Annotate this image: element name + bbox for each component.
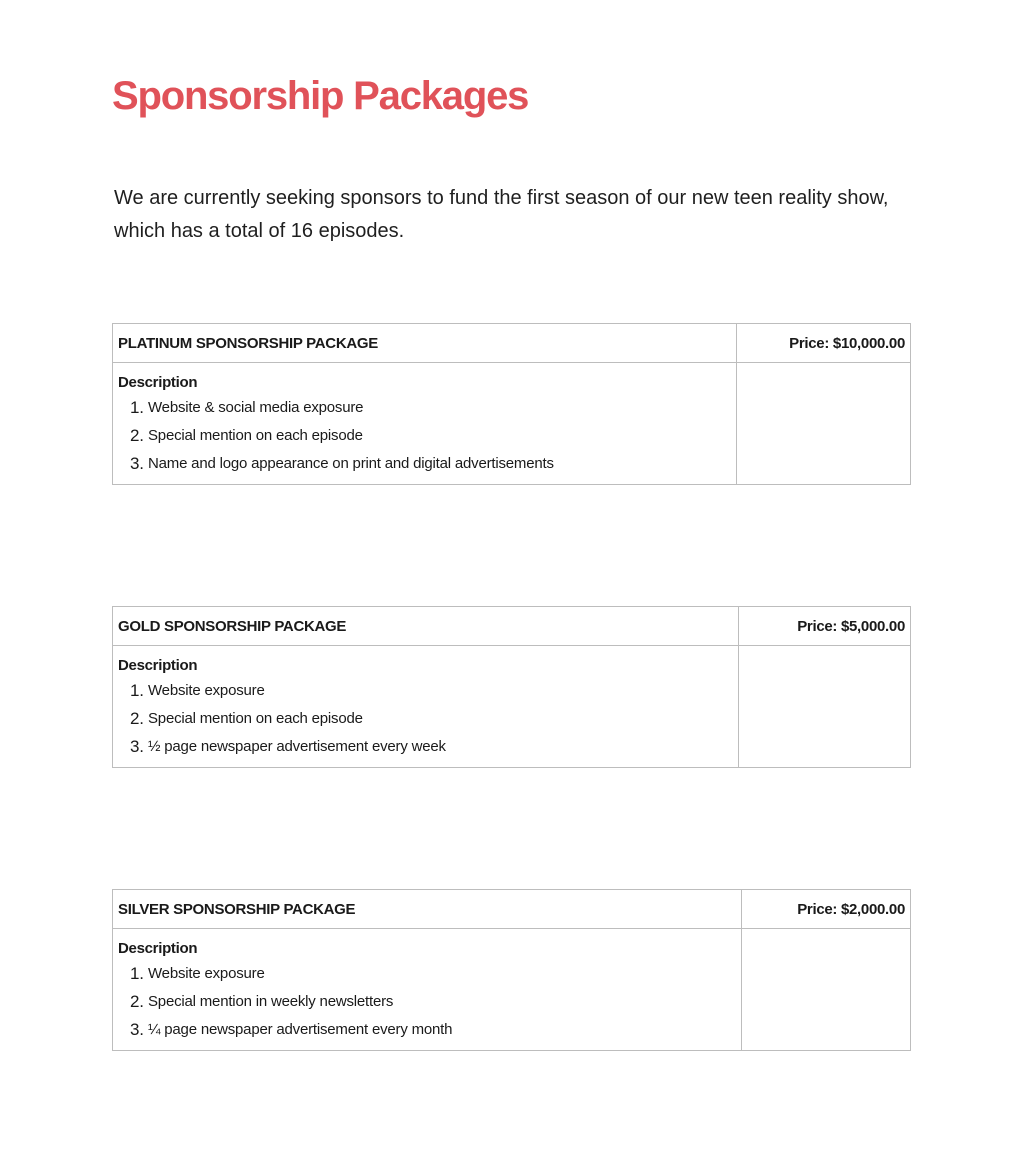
list-item: 3. ¼ page newspaper advertisement every month — [130, 1020, 453, 1039]
list-item: 2. Special mention on each episode — [130, 709, 363, 728]
package-price: Price: $5,000.00 — [739, 607, 911, 646]
empty-cell — [742, 929, 911, 1051]
package-description-row — [113, 929, 911, 1051]
list-item: 2. Special mention on each episode — [130, 426, 363, 445]
feature-text: Special mention on each episode — [148, 427, 363, 444]
gold-package-table — [112, 606, 911, 768]
feature-text: ¼ page newspaper advertisement every month — [148, 1021, 453, 1038]
package-description-row — [113, 363, 911, 485]
feature-list — [118, 960, 736, 1044]
description-label: Description — [118, 657, 198, 674]
package-price: Price: $2,000.00 — [742, 890, 911, 929]
platinum-package-table — [112, 323, 911, 485]
description-label: Description — [118, 374, 198, 391]
page-title: Sponsorship Packages — [112, 74, 529, 118]
feature-text: Special mention on each episode — [148, 710, 363, 727]
silver-package-table — [112, 889, 911, 1051]
list-item: 3. ½ page newspaper advertisement every week — [130, 737, 446, 756]
intro-paragraph: We are currently seeking sponsors to fund the first season of our new teen reality show, which has a total of 16 episodes. — [114, 187, 889, 242]
package-name: PLATINUM SPONSORSHIP PACKAGE — [113, 324, 737, 363]
package-price: Price: $10,000.00 — [737, 324, 911, 363]
empty-cell — [737, 363, 911, 485]
feature-text: Special mention in weekly newsletters — [148, 993, 394, 1010]
feature-text: Name and logo appearance on print and digital advertisements — [148, 455, 554, 472]
package-header-row — [113, 607, 911, 646]
feature-list — [118, 677, 733, 761]
package-name: SILVER SPONSORSHIP PACKAGE — [113, 890, 742, 929]
list-item: 1. Website exposure — [130, 681, 265, 700]
package-description-row — [113, 646, 911, 768]
description-label: Description — [118, 940, 198, 957]
description-cell — [113, 646, 739, 768]
list-item: 2. Special mention in weekly newsletters — [130, 992, 394, 1011]
feature-text: ½ page newspaper advertisement every week — [148, 738, 446, 755]
description-cell — [113, 363, 737, 485]
list-item: 3. Name and logo appearance on print and digital advertisements — [130, 454, 554, 473]
feature-list — [118, 394, 731, 478]
feature-text: Website exposure — [148, 682, 265, 699]
package-name: GOLD SPONSORSHIP PACKAGE — [113, 607, 739, 646]
description-cell — [113, 929, 742, 1051]
feature-text: Website exposure — [148, 965, 265, 982]
list-item: 1. Website & social media exposure — [130, 398, 364, 417]
package-header-row — [113, 324, 911, 363]
package-header-row — [113, 890, 911, 929]
list-item: 1. Website exposure — [130, 964, 265, 983]
empty-cell — [739, 646, 911, 768]
feature-text: Website & social media exposure — [148, 399, 364, 416]
